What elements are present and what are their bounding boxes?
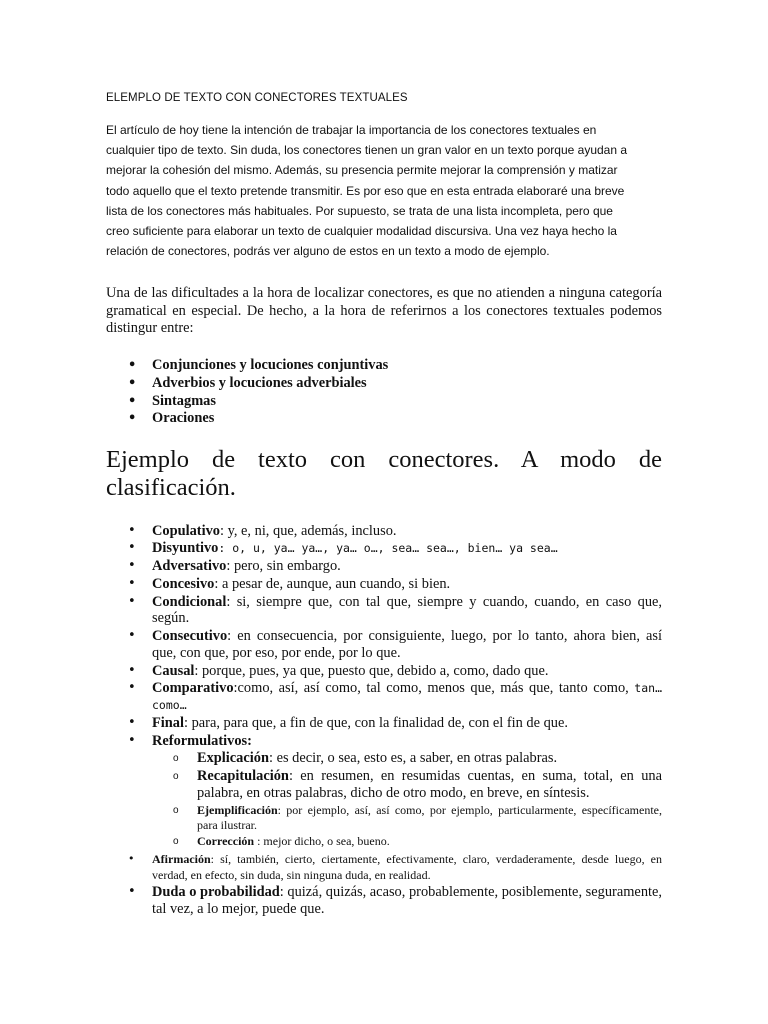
- connector-text: : pero, sin embargo.: [226, 558, 341, 575]
- document-title: ELEMPLO DE TEXTO CON CONECTORES TEXTUALES: [106, 92, 408, 104]
- connector-label: Concesivo: [152, 576, 215, 593]
- connector-label: Comparativo: [152, 680, 234, 697]
- connector-text: : y, e, ni, que, además, incluso.: [219, 522, 397, 539]
- connector-label: Duda o probabilidad: [152, 884, 280, 901]
- connector-text: : sí, también, cierto, ciertamente, efectivamente, claro, verdaderamente, desde luego, en verdad, en efecto, sin duda, sin ninguna duda, en realidad.: [152, 851, 662, 883]
- list-item: [106, 680, 662, 713]
- list-item: [106, 663, 662, 680]
- intro-line: creo suficiente para elaborar un texto de cualquier modalidad discursiva. Una vez haya hecho la: [106, 224, 617, 239]
- connector-text: : por ejemplo, así, así como, por ejemplo, particularmente, específicamente, para ilustrar.: [197, 802, 662, 832]
- connector-label: Ejemplificación: [197, 802, 278, 817]
- connector-text: : quizá, quizás, acaso, probablemente, posiblemente, seguramente, tal vez, a lo mejor, puede que.: [152, 884, 662, 918]
- connector-text: :como, así, así como, tal como, menos que, más que, tanto como,: [233, 680, 635, 697]
- connector-text: : porque, pues, ya que, puesto que, debido a, como, dado que.: [194, 662, 549, 679]
- intro-line: mejorar la cohesión del mismo. Además, su presencia permite mejorar la comprensión y matizar: [106, 163, 618, 178]
- list-item: • Conjunciones y locuciones conjuntivas: [106, 357, 662, 375]
- list-item: • Oraciones: [106, 410, 662, 428]
- connector-text: : o, u, ya… ya…, ya… o…, sea… sea…, bien… ya sea…: [218, 541, 558, 556]
- list-item: [106, 558, 662, 575]
- list-item: [106, 594, 662, 627]
- connector-label: Afirmación: [152, 851, 211, 866]
- body-paragraph: Una de las dificultades a la hora de localizar conectores, es que no atienden a ninguna categoría gramatical en especial. De hecho, a la hora de referirnos a los conectores textuales podemos distingur entre:: [106, 285, 662, 337]
- connector-text: : si, siempre que, con tal que, siempre y cuando, cuando, en caso que, según.: [152, 593, 662, 627]
- connector-label: Disyuntivo: [152, 540, 219, 557]
- list-item: [106, 628, 662, 661]
- connector-label: Explicación: [197, 750, 269, 767]
- section-heading: Ejemplo de texto con conectores. A modo de clasificación.: [106, 445, 662, 502]
- connector-label: Reformulativos:: [152, 732, 252, 749]
- document-page: [106, 92, 662, 919]
- list-item: [106, 884, 662, 917]
- sub-list: [152, 750, 662, 849]
- list-item: [106, 540, 662, 557]
- connector-list: [106, 523, 662, 918]
- connector-text: : a pesar de, aunque, aun cuando, si bien.: [214, 576, 451, 593]
- list-item: [106, 733, 662, 850]
- connector-label: Causal: [152, 662, 195, 679]
- connector-label: Consecutivo: [152, 628, 228, 645]
- connector-label: Corrección: [197, 834, 255, 849]
- sub-list-item: [106, 803, 662, 833]
- sub-list-item: [106, 768, 662, 801]
- connector-label: Copulativo: [152, 522, 220, 539]
- intro-line: relación de conectores, podrás ver alguno de estos en un texto a modo de ejemplo.: [106, 244, 550, 259]
- intro-line: cualquier tipo de texto. Sin duda, los conectores tienen un gran valor en un texto porque ayudan a: [106, 143, 628, 158]
- list-item: [106, 715, 662, 732]
- intro-paragraph: [106, 120, 662, 261]
- list-item: [106, 851, 662, 883]
- connector-text: : es decir, o sea, esto es, a saber, en otras palabras.: [268, 750, 558, 767]
- connector-label: Condicional: [152, 593, 227, 610]
- connector-label: Adversativo: [152, 558, 227, 575]
- list-item: • Adverbios y locuciones adverbiales: [106, 375, 662, 393]
- category-list: [106, 357, 662, 427]
- connector-text: : en resumen, en resumidas cuentas, en suma, total, en una palabra, en otras palabras, dicho de otro modo, en breve, en síntesis.: [197, 768, 662, 801]
- connector-text: : para, para que, a fin de que, con la finalidad de, con el fin de que.: [184, 714, 568, 731]
- connector-text: : en consecuencia, por consiguiente, luego, por lo tanto, ahora bien, así que, con que, por eso, por ende, por lo que.: [152, 628, 662, 661]
- list-item: [106, 576, 662, 593]
- sub-list-item: [106, 834, 662, 849]
- intro-line: todo aquello que el texto pretende transmitir. Es por eso que en esta entrada elaboraré una breve: [106, 183, 625, 198]
- connector-label: Recapitulación: [197, 768, 289, 785]
- list-item: • Sintagmas: [106, 393, 662, 411]
- connector-text: : mejor dicho, o sea, bueno.: [254, 834, 390, 849]
- intro-line: El artículo de hoy tiene la intención de trabajar la importancia de los conectores textuales en: [106, 123, 597, 137]
- sub-list-item: [106, 750, 662, 767]
- list-item: [106, 523, 662, 540]
- connector-text-mono: tan… como…: [152, 681, 662, 712]
- connector-label: Final: [152, 714, 184, 731]
- intro-line: lista de los conectores más habituales. Por supuesto, se trata de una lista incompleta, pero que: [106, 203, 613, 218]
